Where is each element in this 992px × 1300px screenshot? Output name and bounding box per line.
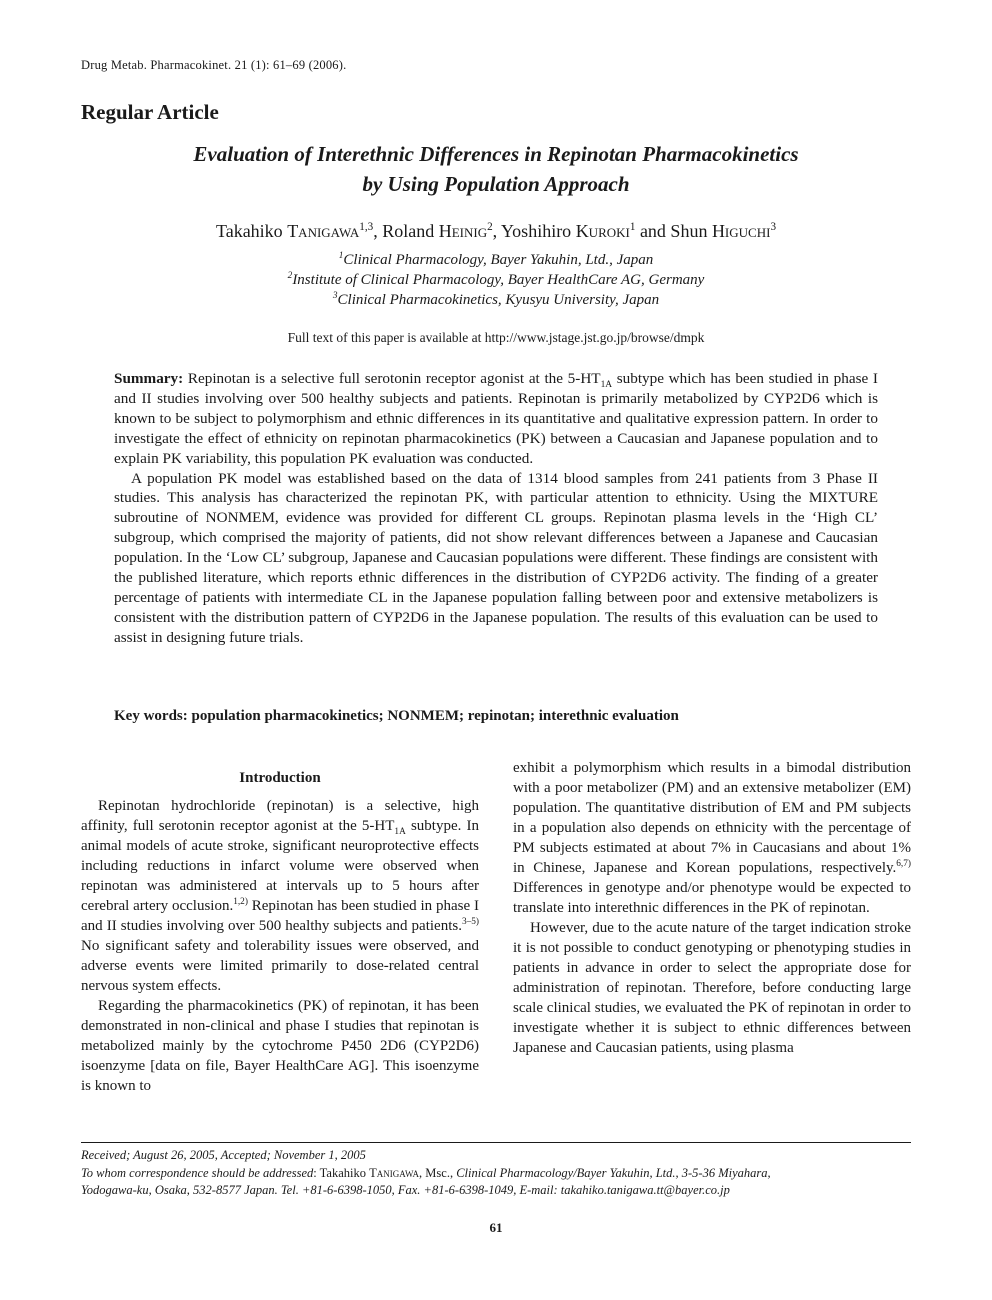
article-type: Regular Article <box>81 100 219 124</box>
page-number: 61 <box>489 1220 503 1235</box>
introduction-heading: Introduction <box>239 770 321 786</box>
author-2-first: , Roland <box>373 221 439 241</box>
intro-p1-sub: 1A <box>394 827 406 837</box>
correspondence-last: Tanigawa <box>369 1165 420 1180</box>
affiliation-2 <box>81 270 911 290</box>
correspondence-affiliation: Clinical Pharmacology/Bayer Yakuhin, Ltd., 3-5-36 Miyahara, <box>456 1165 771 1180</box>
intro-p1-d: No significant safety and tolerability issues were observed, and adverse events were limited primarily to dose-related central nervous system effects. <box>81 938 479 994</box>
author-2-last: Heinig <box>438 221 488 241</box>
author-4-last: Higuchi <box>711 221 771 241</box>
correspondence-label: To whom correspondence should be addressed <box>81 1165 314 1180</box>
summary <box>114 369 878 648</box>
intro-p1-c: Repinotan has been studied in phase I and II studies involving over 500 healthy subjects and patients. <box>81 898 479 934</box>
title-line-2: by Using Population Approach <box>362 172 630 196</box>
intro-paragraph-1 <box>81 796 479 996</box>
right-paragraph-1 <box>513 758 911 918</box>
author-1-first: Takahiko <box>215 221 288 241</box>
right-p1-b: Differences in genotype and/or phenotype would be expected to translate into interethnic differences in the PK of repinotan. <box>513 880 911 916</box>
footnote-divider <box>81 1142 911 1143</box>
correspondence-line-2: Yodogawa-ku, Osaka, 532-8577 Japan. Tel. +81-6-6398-1050, Fax. +81-6-6398-1049, E-mail: takahiko.tanigawa.tt@bayer.co.jp <box>81 1183 730 1197</box>
affiliation-3-num: 3 <box>332 291 338 301</box>
author-4-sup: 3 <box>770 221 777 233</box>
right-p1-a: exhibit a polymorphism which results in a bimodal distribution with a poor metabolizer (PM) and an extensive metabolizer (EM) population. The quantitative distribution of EM and PM subjects in a population also depends on ethnicity with the percentage of PM subjects estimated at about 7% in Caucasians and about 1% in Chinese, Japanese and Korean populations, respectively. <box>513 760 911 876</box>
full-text-note: Full text of this paper is available at http://www.jstage.jst.go.jp/browse/dmpk <box>287 330 705 345</box>
author-1-last: Tanigawa <box>287 221 360 241</box>
author-2-sup: 2 <box>487 221 493 233</box>
intro-p1-b: subtype. In animal models of acute stroke, significant neuroprotective effects including reductions in infarct volume were observed when repinotan was administered at intervals up to 5 hours after cerebral artery occlusion. <box>81 818 479 914</box>
summary-p1-sub: 1A <box>600 380 613 391</box>
affiliation-2-text: Institute of Clinical Pharmacology, Bayer HealthCare AG, Germany <box>292 272 705 288</box>
citation-6-7: 6,7) <box>896 859 911 869</box>
summary-paragraph-1 <box>114 369 878 469</box>
affiliation-1-num: 1 <box>338 251 344 261</box>
affiliations <box>81 250 911 310</box>
affiliation-1 <box>81 250 911 270</box>
summary-p1-b: subtype which has been studied in phase I and II studies involving over 500 healthy subjects and patients. Repinotan is primarily metabolized by CYP2D6 which is known to be subject to polymorphism and ethnic differences in its quantitative and qualitative expression pattern. In order to investigate the effect of ethnicity on repinotan pharmacokinetics (PK) between a Caucasian and Japanese population and to explain PK variability, this population PK evaluation was conducted. <box>114 370 878 467</box>
affiliation-3-text: Clinical Pharmacokinetics, Kyusyu University, Japan <box>337 292 660 308</box>
summary-label: Summary: <box>114 370 184 387</box>
author-4-first: and Shun <box>635 221 712 241</box>
correspondence-name: : Takahiko <box>313 1165 370 1180</box>
author-3-last: Kuroki <box>575 221 630 241</box>
author-3-sup: 1 <box>629 221 636 233</box>
author-list <box>81 221 911 242</box>
summary-p1-a: Repinotan is a selective full serotonin receptor agonist at the 5-HT <box>183 370 601 387</box>
article-title <box>100 139 892 199</box>
keywords: Key words: population pharmacokinetics; NONMEM; repinotan; interethnic evaluation <box>114 708 679 724</box>
received-dates: Received; August 26, 2005, Accepted; November 1, 2005 <box>81 1148 366 1162</box>
intro-p1-a: Repinotan hydrochloride (repinotan) is a selective, high affinity, full serotonin receptor agonist at the 5-HT <box>81 798 479 834</box>
correspondence-title: , Msc., <box>419 1165 457 1180</box>
affiliation-1-text: Clinical Pharmacology, Bayer Yakuhin, Ltd., Japan <box>343 252 654 268</box>
left-column <box>81 758 479 1096</box>
correspondence-line-1 <box>81 1165 911 1183</box>
author-1-sup: 1,3 <box>359 221 374 233</box>
summary-paragraph-2: A population PK model was established based on the data of 1314 blood samples from 241 patients from 3 Phase II studies. This analysis has characterized the repinotan PK, with particular attention to ethnicity. Using the MIXTURE subroutine of NONMEM, evidence was provided for different CL groups. Repinotan plasma levels in the ‘High CL’ subgroup, which comprised the majority of patients, did not show relevant differences between a Japanese and Caucasian population. In the ‘Low CL’ subgroup, Japanese and Caucasian populations were different. These findings are consistent with the published literature, which reports ethnic differences in the distribution of CYP2D6 activity. The finding of a greater percentage of patients with intermediate CL in the Japanese population falling between poor and extensive metabolizers is consistent with the distribution pattern of CYP2D6 in the Japanese population. The results of this evaluation can be used to assist in designing future trials. <box>114 469 878 646</box>
author-3-first: , Yoshihiro <box>492 221 576 241</box>
footnotes <box>81 1147 911 1200</box>
title-line-1: Evaluation of Interethnic Differences in Repinotan Pharmacokinetics <box>193 142 799 166</box>
affiliation-2-num: 2 <box>287 271 293 281</box>
journal-reference: Drug Metab. Pharmacokinet. 21 (1): 61–69 (2006). <box>81 58 347 72</box>
right-paragraph-2: However, due to the acute nature of the target indication stroke it is not possible to conduct genotyping or phenotyping studies in patients in advance in order to select the appropriate dose for administration of repinotan. Therefore, before conducting large scale clinical studies, we evaluated the PK of repinotan in order to investigate whether it is subject to ethnic differences between Japanese and Caucasian patients, using plasma <box>513 920 911 1056</box>
affiliation-3 <box>81 290 911 310</box>
right-column <box>513 758 911 1058</box>
citation-1-2: 1,2) <box>233 897 248 907</box>
intro-paragraph-2: Regarding the pharmacokinetics (PK) of repinotan, it has been demonstrated in non-clinical and phase I studies that repinotan is metabolized mainly by the cytochrome P450 2D6 (CYP2D6) isoenzyme [data on file, Bayer HealthCare AG]. This isoenzyme is known to <box>81 998 479 1094</box>
citation-3-5: 3–5) <box>461 917 479 927</box>
